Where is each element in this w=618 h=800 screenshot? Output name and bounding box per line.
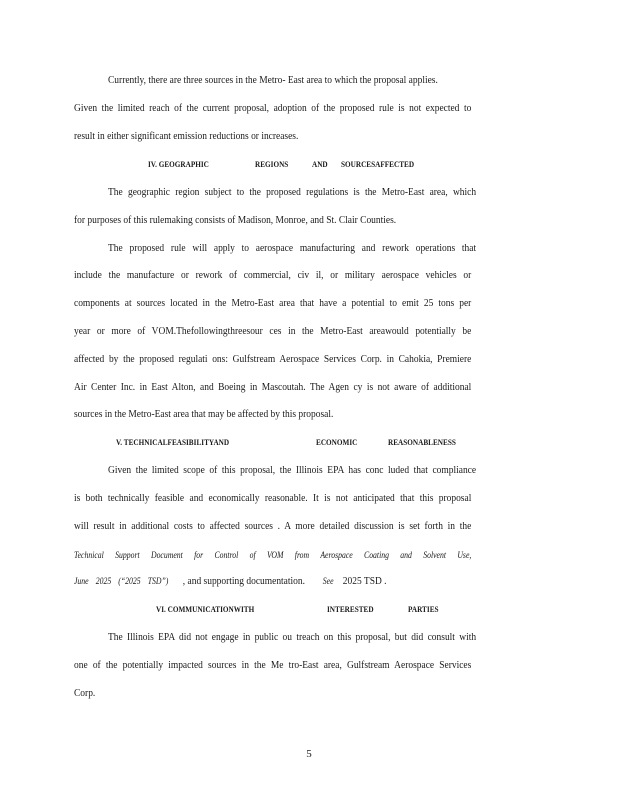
text-line: year or more of VOM.Thefollowingthreesour ces in the Metro-East areawould potentially be: [74, 325, 472, 337]
text-line: one of the potentially impacted sources in the Me tro-East area, Gulfstream Aerospace Services: [74, 659, 472, 671]
text-line: The geographic region subject to the proposed regulations is the Metro-East area, which: [108, 186, 477, 198]
text-line: Given the limited scope of this proposal, the Illinois EPA has conc luded that compliance: [108, 464, 477, 476]
text-line: Corp.: [74, 687, 96, 699]
text-line: include the manufacture or rework of commercial, civ il, or military aerospace vehicles or: [74, 269, 472, 281]
heading-part: AND: [312, 159, 328, 169]
tsd-reference: 2025 TSD .: [342, 575, 387, 587]
text-line: components at sources located in the Metro-East area that have a potential to emit 25 tons per: [74, 297, 472, 309]
tsd-citation: June 2025 (“2025 TSD”): [74, 576, 169, 586]
text-line: The Illinois EPA did not engage in public ou treach on this proposal, but did consult with: [108, 631, 477, 643]
text-fragment: , and supporting documentation.: [182, 575, 305, 587]
text-line: Air Center Inc. in East Alton, and Boeing in Mascoutah. The Agen cy is not aware of additional: [74, 381, 472, 393]
page-number: 5: [306, 748, 312, 760]
see-signal: See: [322, 576, 334, 586]
heading-part: REASONABLENESS: [388, 437, 456, 447]
heading-part: REGIONS: [255, 159, 289, 169]
text-line: for purposes of this rulemaking consists of Madison, Monroe, and St. Clair Counties.: [74, 214, 397, 226]
text-line: Technical Support Document for Control of VOM from Aerospace Coating and Solvent Use,: [74, 550, 472, 560]
heading-part: IV. GEOGRAPHIC: [148, 159, 209, 169]
text-line: affected by the proposed regulati ons: Gulfstream Aerospace Services Corp. in Cahokia, Premiere: [74, 353, 472, 365]
heading-part: INTERESTED: [327, 604, 374, 614]
heading-part: V. TECHNICALFEASIBILITYAND: [116, 437, 230, 447]
text-line: result in either significant emission reductions or increases.: [74, 130, 299, 142]
text-line: The proposed rule will apply to aerospace manufacturing and rework operations that: [108, 242, 477, 254]
text-line: Given the limited reach of the current proposal, adoption of the proposed rule is not expected to: [74, 102, 472, 114]
heading-part: VI. COMMUNICATIONWITH: [156, 604, 255, 614]
text-line: sources in the Metro-East area that may be affected by this proposal.: [74, 408, 334, 420]
text-line: will result in additional costs to affected sources . A more detailed discussion is set forth in the: [74, 520, 472, 532]
text-line: [74, 574, 471, 588]
heading-part: PARTIES: [408, 604, 439, 614]
heading-part: ECONOMIC: [316, 437, 358, 447]
heading-part: SOURCESAFFECTED: [341, 159, 415, 169]
text-line: Currently, there are three sources in the Metro- East area to which the proposal applies.: [108, 74, 438, 86]
text-line: is both technically feasible and economically reasonable. It is not anticipated that this proposal: [74, 492, 472, 504]
